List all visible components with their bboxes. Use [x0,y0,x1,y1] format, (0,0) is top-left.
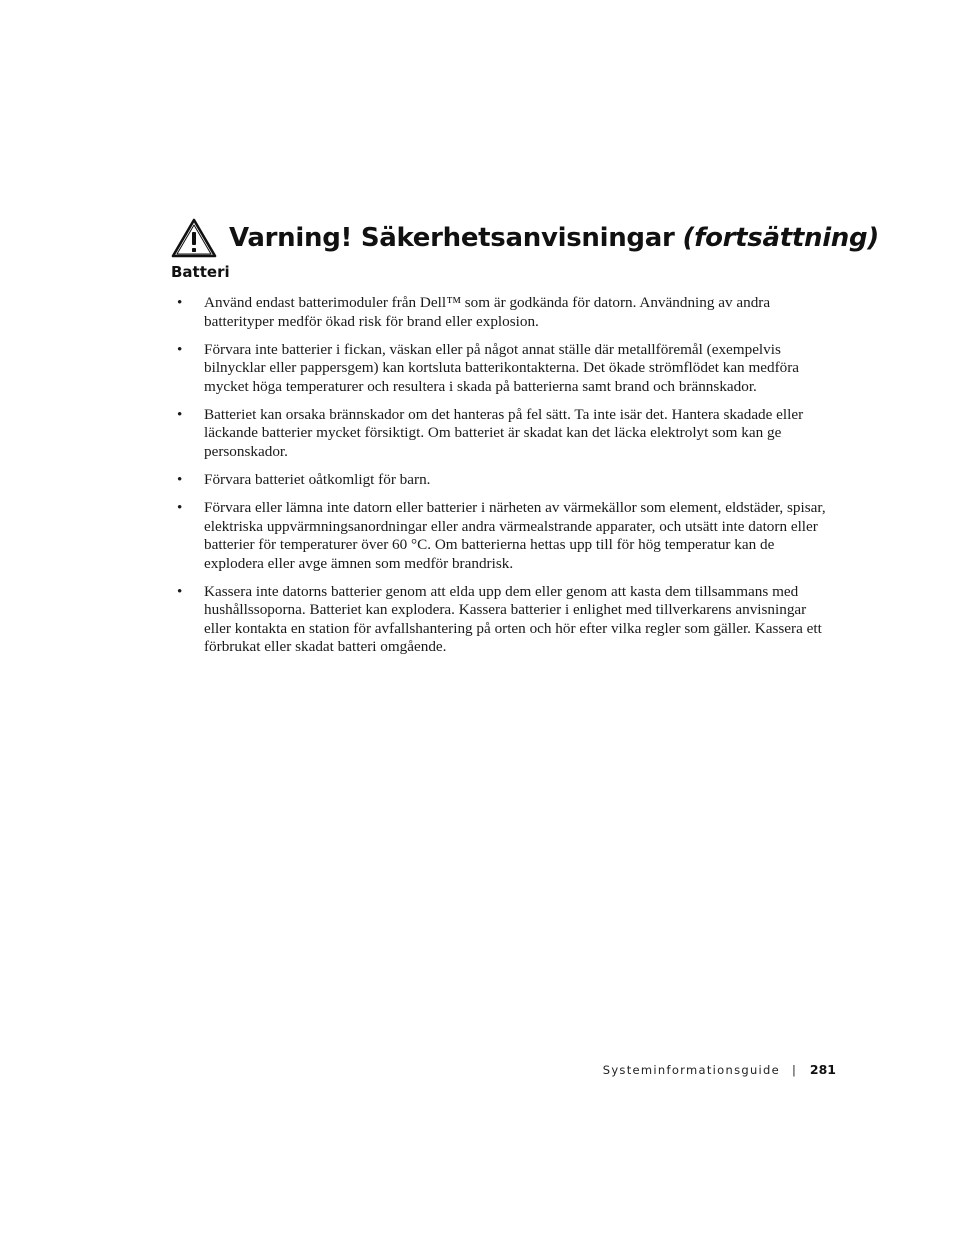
list-item [171,294,826,331]
bullet-marker: • [177,294,183,311]
list-item-text: Använd endast batterimoduler från Dell™ som är godkända för datorn. Användning av andra batterityper medför ökad risk för brand eller explosion. [204,294,771,330]
bullet-marker: • [177,340,183,358]
list-item-text: Batteriet kan orsaka brännskador om det hanteras på fel sätt. Ta inte isär det. Hantera skadade eller läckande batterier mycket försiktigt. Om batteriet är skadat kan det läcka elektrolyt som kan ge personskador. [204,405,804,460]
list-item [171,341,826,397]
page-title-continued: (fortsättning) [682,223,879,253]
page-heading [171,214,879,262]
page-title-main: Varning! Säkerhetsanvisningar [229,223,675,253]
list-item [171,406,826,462]
list-item-text: Förvara eller lämna inte datorn eller batterier i närheten av värmekällor som element, eldstäder, spisar, elektriska uppvärmningsanordningar eller andra värmealstrande apparater, och utsätt inte datorn eller batterier för temperaturer över 60 °C. Om batterierna hettas upp till för hög temperatur kan de explodera eller avge ämnen som medför brandrisk. [204,498,826,572]
list-item-text: Förvara batteriet oåtkomligt för barn. [204,470,431,488]
page-number: 281 [809,1062,836,1077]
list-item [171,471,826,490]
bullet-marker: • [177,405,183,423]
bullet-marker: • [177,582,183,600]
page-footer [603,1062,836,1077]
bullet-marker: • [177,470,183,488]
page-title [229,223,879,253]
list-item [171,583,826,657]
warning-triangle-icon [171,217,217,259]
section-title: Batteri [171,263,230,281]
list-item-text: Kassera inte datorns batterier genom att elda upp dem eller genom att kasta dem tillsammans med hushållssoporna. Batteriet kan explodera. Kassera batterier i enlighet med tillverkarens anvisningar eller kontakta en station för avfallshantering på orten och hör efter vilka regler som gäller. Kassera ett förbrukat eller skadat batteri omgående. [204,582,822,656]
list-item [171,499,826,573]
footer-separator: | [792,1062,796,1077]
list-item-text: Förvara inte batterier i fickan, väskan eller på något annat ställe där metallföremål (exempelvis bilnycklar eller pappersgem) kan kortsluta batterikontakterna. Det ökade strömflödet kan medföra mycket höga temperaturer och resultera i skada på batterierna samt brand och brännskador. [204,340,800,395]
footer-guide-title: Systeminformationsguide [602,1062,781,1077]
battery-safety-list [171,294,826,666]
bullet-marker: • [177,498,183,516]
